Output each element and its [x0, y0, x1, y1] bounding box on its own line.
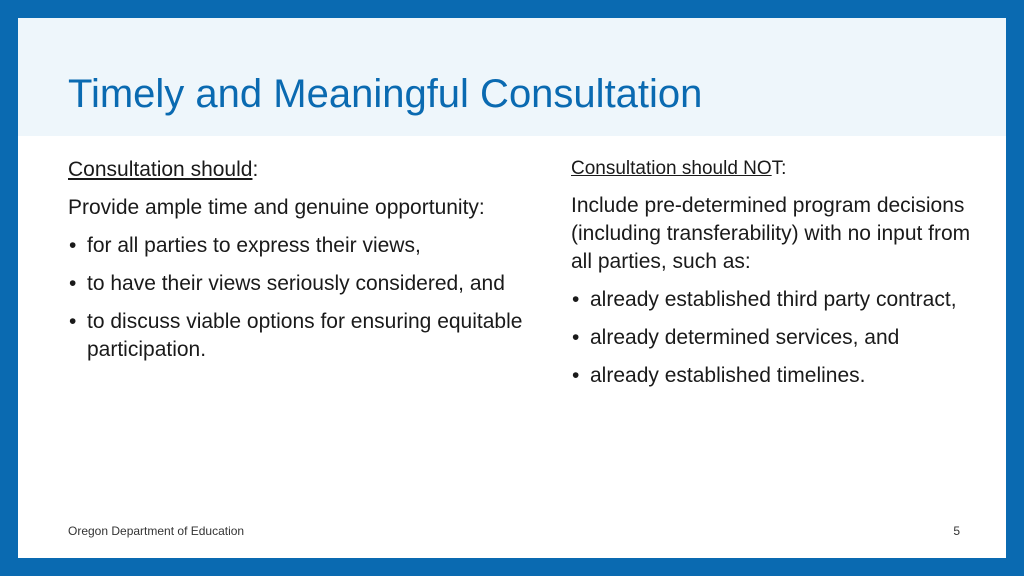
list-item-text: to have their views seriously considered, and — [87, 272, 505, 295]
right-bullet-list — [571, 286, 991, 390]
left-bullet-list — [68, 232, 558, 364]
right-column-intro: Include pre-determined program decisions (including transferability) with no input from all parties, such as: — [571, 194, 971, 273]
footer-page-number: 5 — [953, 524, 960, 538]
bullet-icon: • — [69, 234, 77, 257]
left-heading-underlined: Consultation should — [68, 158, 253, 181]
left-column-heading — [68, 156, 558, 184]
list-item — [68, 270, 558, 298]
bullet-icon: • — [572, 326, 580, 349]
right-heading-suffix: T: — [771, 158, 787, 179]
slide-title: Timely and Meaningful Consultation — [68, 72, 703, 116]
left-heading-suffix: : — [252, 158, 259, 181]
list-item — [68, 232, 558, 260]
title-band — [18, 18, 1006, 136]
bullet-icon: • — [572, 288, 580, 311]
bullet-icon: • — [69, 310, 77, 333]
list-item-text: already established timelines. — [590, 364, 866, 387]
list-item-text: for all parties to express their views, — [87, 234, 421, 257]
bullet-icon: • — [69, 272, 77, 295]
right-column — [571, 155, 991, 400]
bullet-icon: • — [572, 364, 580, 387]
list-item — [571, 286, 991, 314]
left-column — [68, 156, 558, 374]
left-column-intro: Provide ample time and genuine opportunity: — [68, 196, 485, 219]
list-item-text: to discuss viable options for ensuring equitable participation. — [87, 310, 523, 361]
slide — [18, 18, 1006, 558]
list-item-text: already determined services, and — [590, 326, 900, 349]
list-item — [571, 362, 991, 390]
list-item — [571, 324, 991, 352]
right-column-heading — [571, 155, 991, 183]
list-item-text: already established third party contract, — [590, 288, 957, 311]
list-item — [68, 308, 558, 364]
footer-organization: Oregon Department of Education — [68, 524, 245, 538]
right-heading-underlined: Consultation should NO — [571, 158, 772, 179]
